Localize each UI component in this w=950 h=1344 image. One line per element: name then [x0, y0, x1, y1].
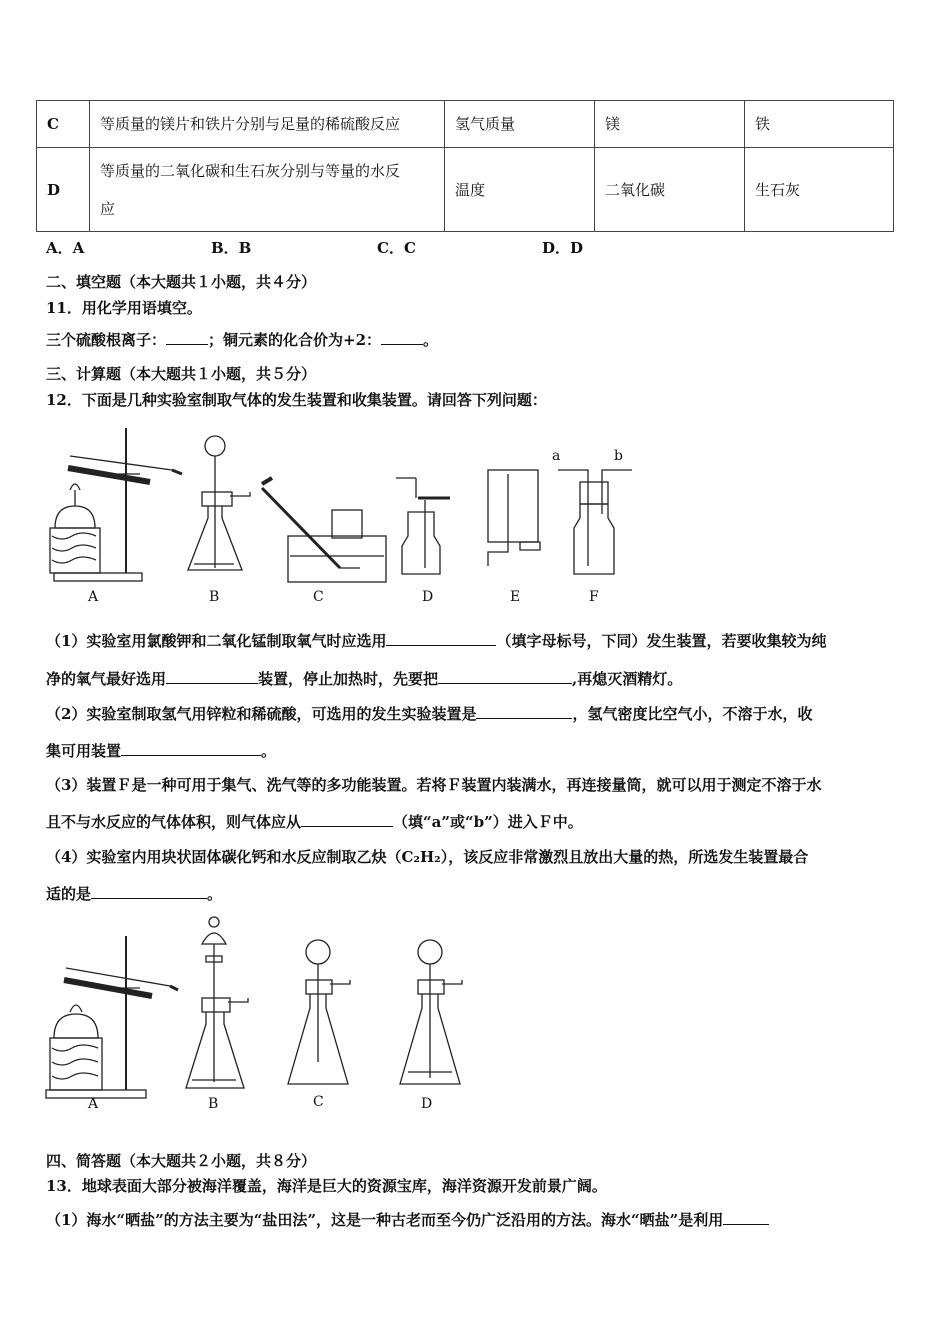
answer-blank[interactable]: [723, 1210, 769, 1225]
apparatus-a: [46, 936, 178, 1098]
q12-2-part-a: （2）实验室制取氢气用锌粒和稀硫酸，可选用的发生实验装置是: [46, 705, 477, 723]
q12-1-part-d: 装置，停止加热时，先要把: [258, 670, 439, 688]
q12-2-part-d: 。: [261, 742, 277, 760]
question-13-1: [46, 1209, 769, 1230]
row-desc-line1: 等质量的二氧化碳和生石灰分别与等量的水反: [100, 161, 401, 180]
choice-b[interactable]: B．B: [211, 239, 252, 257]
row-col5: 铁: [745, 101, 894, 148]
apparatus-b: [186, 917, 248, 1088]
q12-4-part-c: 。: [207, 885, 223, 903]
apparatus-e: [488, 470, 540, 566]
tube-label-b: b: [614, 448, 623, 464]
q12-3-line2: [46, 811, 583, 832]
apparatus-c: [288, 940, 350, 1084]
choice-a[interactable]: A．A: [46, 239, 85, 257]
answer-blank[interactable]: [438, 669, 572, 684]
question-12: 12．下面是几种实验室制取气体的发生装置和收集装置。请回答下列问题：: [46, 391, 547, 409]
answer-blank[interactable]: [301, 812, 393, 827]
q12-4-part-b: 适的是: [46, 885, 92, 903]
q12-3-part-b: 且不与水反应的气体体积，则气体应从: [46, 813, 302, 831]
row-col4: 镁: [595, 101, 745, 148]
q12-1-part-a: （1）实验室用氯酸钾和二氧化锰制取氧气时应选用: [46, 632, 387, 650]
row-id: C: [37, 101, 90, 148]
row-desc: [90, 148, 445, 232]
question-11-body: [46, 329, 438, 350]
q12-1-part-c: 净的氧气最好选用: [46, 670, 167, 688]
apparatus-d: [400, 940, 462, 1084]
section-2-heading: 二、填空题（本大题共１小题，共４分）: [46, 273, 317, 291]
choice-d[interactable]: D．D: [542, 239, 584, 257]
q12-2-part-c: 集可用装置: [46, 742, 122, 760]
section-4-heading: 四、简答题（本大题共２小题，共８分）: [46, 1152, 317, 1170]
apparatus-d: [396, 478, 450, 574]
row-col3: 温度: [445, 148, 595, 232]
table-row: [37, 148, 894, 232]
q12-2-line1: [46, 703, 812, 724]
row-col4: 二氧化碳: [595, 148, 745, 232]
fig2-label-b: B: [208, 1096, 219, 1112]
apparatus-a: [50, 428, 182, 581]
fig1-label-d: D: [422, 589, 434, 605]
section-3-heading: 三、计算题（本大题共１小题，共５分）: [46, 365, 317, 383]
answer-blank[interactable]: [121, 741, 261, 756]
row-desc-line2: 应: [100, 199, 116, 218]
choice-c[interactable]: C．C: [377, 239, 416, 257]
apparatus-figure-2: [40, 912, 480, 1102]
question-13: 13．地球表面大部分被海洋覆盖，海洋是巨大的资源宝库，海洋资源开发前景广阔。: [46, 1177, 607, 1195]
options-table: [36, 100, 894, 232]
q11-end: 。: [423, 331, 439, 349]
q12-1-part-b: （填字母标号，下同）发生装置，若要收集较为纯: [496, 632, 827, 650]
q12-2-part-b: ，氢气密度比空气小，不溶于水，收: [572, 705, 813, 723]
fig2-label-a: A: [88, 1096, 99, 1112]
row-col5: 生石灰: [745, 148, 894, 232]
fig1-label-a: A: [88, 589, 99, 605]
answer-blank[interactable]: [91, 884, 207, 899]
q13-1-text: （1）海水“晒盐”的方法主要为“盐田法”，这是一种古老而至今仍广泛沿用的方法。海水“晒盐”是利用: [46, 1211, 724, 1229]
fig2-label-d: D: [421, 1096, 433, 1112]
fig1-label-c: C: [313, 589, 324, 605]
answer-blank[interactable]: [476, 704, 572, 719]
fig1-label-b: B: [209, 589, 220, 605]
q12-3-line1: （3）装置Ｆ是一种可用于集气、洗气等的多功能装置。若将Ｆ装置内装满水，再连接量筒，就可以用于测定不溶于水: [46, 776, 822, 794]
apparatus-figure-1: [40, 418, 680, 618]
answer-blank[interactable]: [166, 669, 258, 684]
row-desc: 等质量的镁片和铁片分别与足量的稀硫酸反应: [90, 101, 445, 148]
q11-part-a: 三个硫酸根离子：: [46, 331, 167, 349]
fig1-label-f: F: [589, 589, 599, 605]
row-col3: 氢气质量: [445, 101, 595, 148]
table-row: [37, 101, 894, 148]
q12-1-part-e: ,再熄灭酒精灯。: [572, 670, 683, 688]
fig1-label-e: E: [510, 589, 521, 605]
answer-blank[interactable]: [381, 330, 423, 345]
answer-blank[interactable]: [386, 631, 496, 646]
q12-4-line1: （4）实验室内用块状固体碳化钙和水反应制取乙炔（C₂H₂），该反应非常激烈且放出大量的热，所选发生装置最合: [46, 848, 809, 866]
fig2-label-c: C: [313, 1094, 324, 1110]
apparatus-b: [188, 436, 250, 570]
q12-3-part-c: （填“a”或“b”）进入Ｆ中。: [393, 813, 583, 831]
apparatus-f: [558, 470, 632, 574]
q12-4-line2: [46, 883, 222, 904]
answer-blank[interactable]: [166, 330, 208, 345]
tube-label-a: a: [552, 448, 561, 464]
q11-part-b: ；铜元素的化合价为+2：: [208, 331, 382, 349]
apparatus-c: [262, 478, 386, 582]
question-11: 11．用化学用语填空。: [46, 299, 202, 317]
q12-2-line2: [46, 740, 276, 761]
q12-1-line1: [46, 630, 826, 651]
q12-1-line2: [46, 668, 682, 689]
row-id: D: [37, 148, 90, 232]
